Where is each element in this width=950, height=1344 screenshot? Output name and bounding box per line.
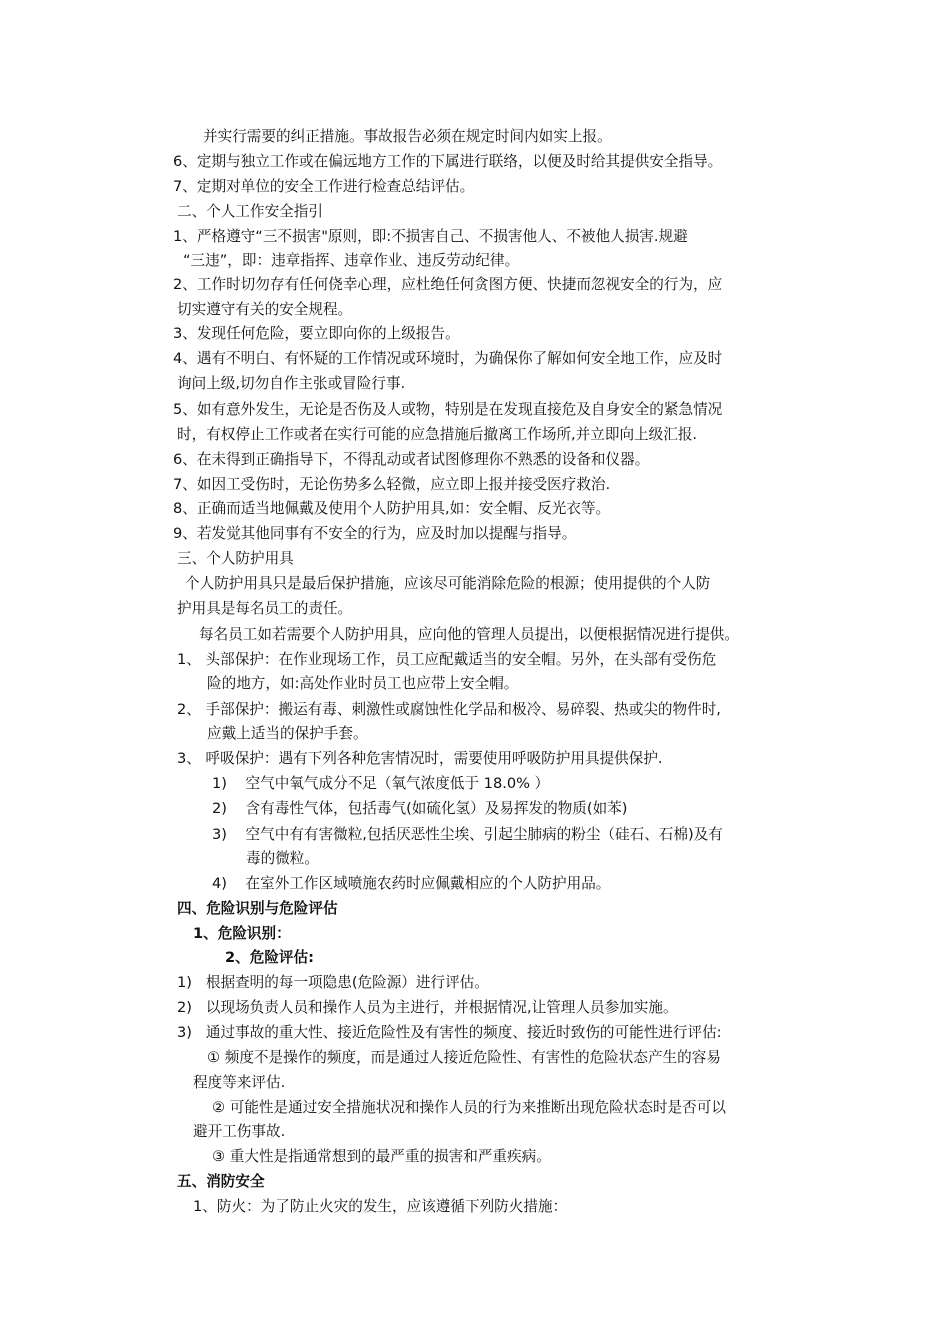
text-line: 险的地方，如:高处作业时员工也应带上安全帽。 (207, 675, 519, 692)
text-line: 并实行需要的纠正措施。事故报告必须在规定时间内如实上报。 (203, 128, 612, 145)
text-line: 1) 空气中氧气成分不足（氧气浓度低于 18.0% ） (212, 775, 550, 792)
text-line: 三、个人防护用具 (177, 550, 294, 567)
text-line: 2) 以现场负责人员和操作人员为主进行，并根据情况,让管理人员参加实施。 (177, 999, 678, 1016)
text-line: 每名员工如若需要个人防护用具，应向他的管理人员提出，以便根据情况进行提供。 (199, 626, 739, 643)
text-line: “三违”，即：违章指挥、违章作业、违反劳动纪律。 (183, 252, 520, 269)
text-line: ③ 重大性是指通常想到的最严重的损害和严重疾病。 (212, 1148, 551, 1165)
text-line: 3) 通过事故的重大性、接近危险性及有害性的频度、接近时致伤的可能性进行评估: (177, 1024, 722, 1041)
section-heading: 2、危险评估: (225, 949, 314, 966)
text-line: 3、 呼吸保护：遇有下列各种危害情况时，需要使用呼吸防护用具提供保护. (177, 750, 663, 767)
text-line: 1、防火：为了防止火灾的发生，应该遵循下列防火措施： (193, 1198, 568, 1215)
text-line: 3、发现任何危险，要立即向你的上级报告。 (173, 325, 460, 342)
text-line: ② 可能性是通过安全措施状况和操作人员的行为来推断出现危险状态时是否可以 (212, 1099, 726, 1116)
text-line: 应戴上适当的保护手套。 (207, 725, 368, 742)
text-line: 1、 头部保护：在作业现场工作，员工应配戴适当的安全帽。另外，在头部有受伤危 (177, 651, 717, 668)
text-line: 6、定期与独立工作或在偏远地方工作的下属进行联络，以便及时给其提供安全指导。 (173, 153, 723, 170)
text-line: 个人防护用具只是最后保护措施，应该尽可能消除危险的根源；使用提供的个人防 (185, 575, 711, 592)
text-line: 2、 手部保护：搬运有毒、刺激性或腐蚀性化学品和极冷、易碎裂、热或尖的物件时, (177, 701, 721, 718)
text-line: 询问上级,切勿自作主张或冒险行事. (177, 375, 406, 392)
text-line: 毒的微粒。 (246, 850, 319, 867)
text-line: 1) 根据查明的每一项隐患(危险源）进行评估。 (177, 974, 489, 991)
text-line: ① 频度不是操作的频度，而是通过人接近危险性、有害性的危险状态产生的容易 (207, 1049, 721, 1066)
section-heading: 五、消防安全 (177, 1173, 265, 1190)
text-line: 避开工伤事故. (193, 1123, 286, 1140)
text-line: 6、在未得到正确指导下，不得乱动或者试图修理你不熟悉的设备和仪器。 (173, 451, 650, 468)
text-line: 时，有权停止工作或者在实行可能的应急措施后撤离工作场所,并立即向上级汇报. (177, 426, 698, 443)
text-line: 8、正确而适当地佩戴及使用个人防护用具,如：安全帽、反光衣等。 (173, 500, 611, 517)
text-line: 护用具是每名员工的责任。 (177, 600, 353, 617)
text-line: 9、若发觉其他同事有不安全的行为，应及时加以提醒与指导。 (173, 525, 577, 542)
text-line: 7、定期对单位的安全工作进行检查总结评估。 (173, 178, 475, 195)
text-line: 3) 空气中有有害微粒,包括厌恶性尘埃、引起尘肺病的粉尘（硅石、石棉)及有 (212, 826, 723, 843)
section-heading: 四、危险识别与危险评估 (177, 900, 338, 917)
text-line: 7、如因工受伤时，无论伤势多么轻微，应立即上报并接受医疗救治. (173, 476, 611, 493)
text-line: 4、遇有不明白、有怀疑的工作情况或环境时，为确保你了解如何安全地工作，应及时 (173, 350, 723, 367)
text-line: 切实遵守有关的安全规程。 (177, 301, 353, 318)
text-line: 二、个人工作安全指引 (177, 203, 323, 220)
text-line: 4) 在室外工作区域喷施农药时应佩戴相应的个人防护用品。 (212, 875, 611, 892)
text-line: 1、严格遵守“三不损害"原则，即:不损害自己、不损害他人、不被他人损害.规避 (173, 228, 688, 245)
text-line: 5、如有意外发生，无论是否伤及人或物，特别是在发现直接危及自身安全的紧急情况 (173, 401, 723, 418)
section-heading: 1、危险识别： (193, 925, 291, 942)
text-line: 2、工作时切勿存有任何侥幸心理，应杜绝任何贪图方便、快捷而忽视安全的行为，应 (173, 276, 723, 293)
text-line: 程度等来评估. (193, 1074, 286, 1091)
text-line: 2) 含有毒性气体，包括毒气(如硫化氢）及易挥发的物质(如苯) (212, 800, 628, 817)
